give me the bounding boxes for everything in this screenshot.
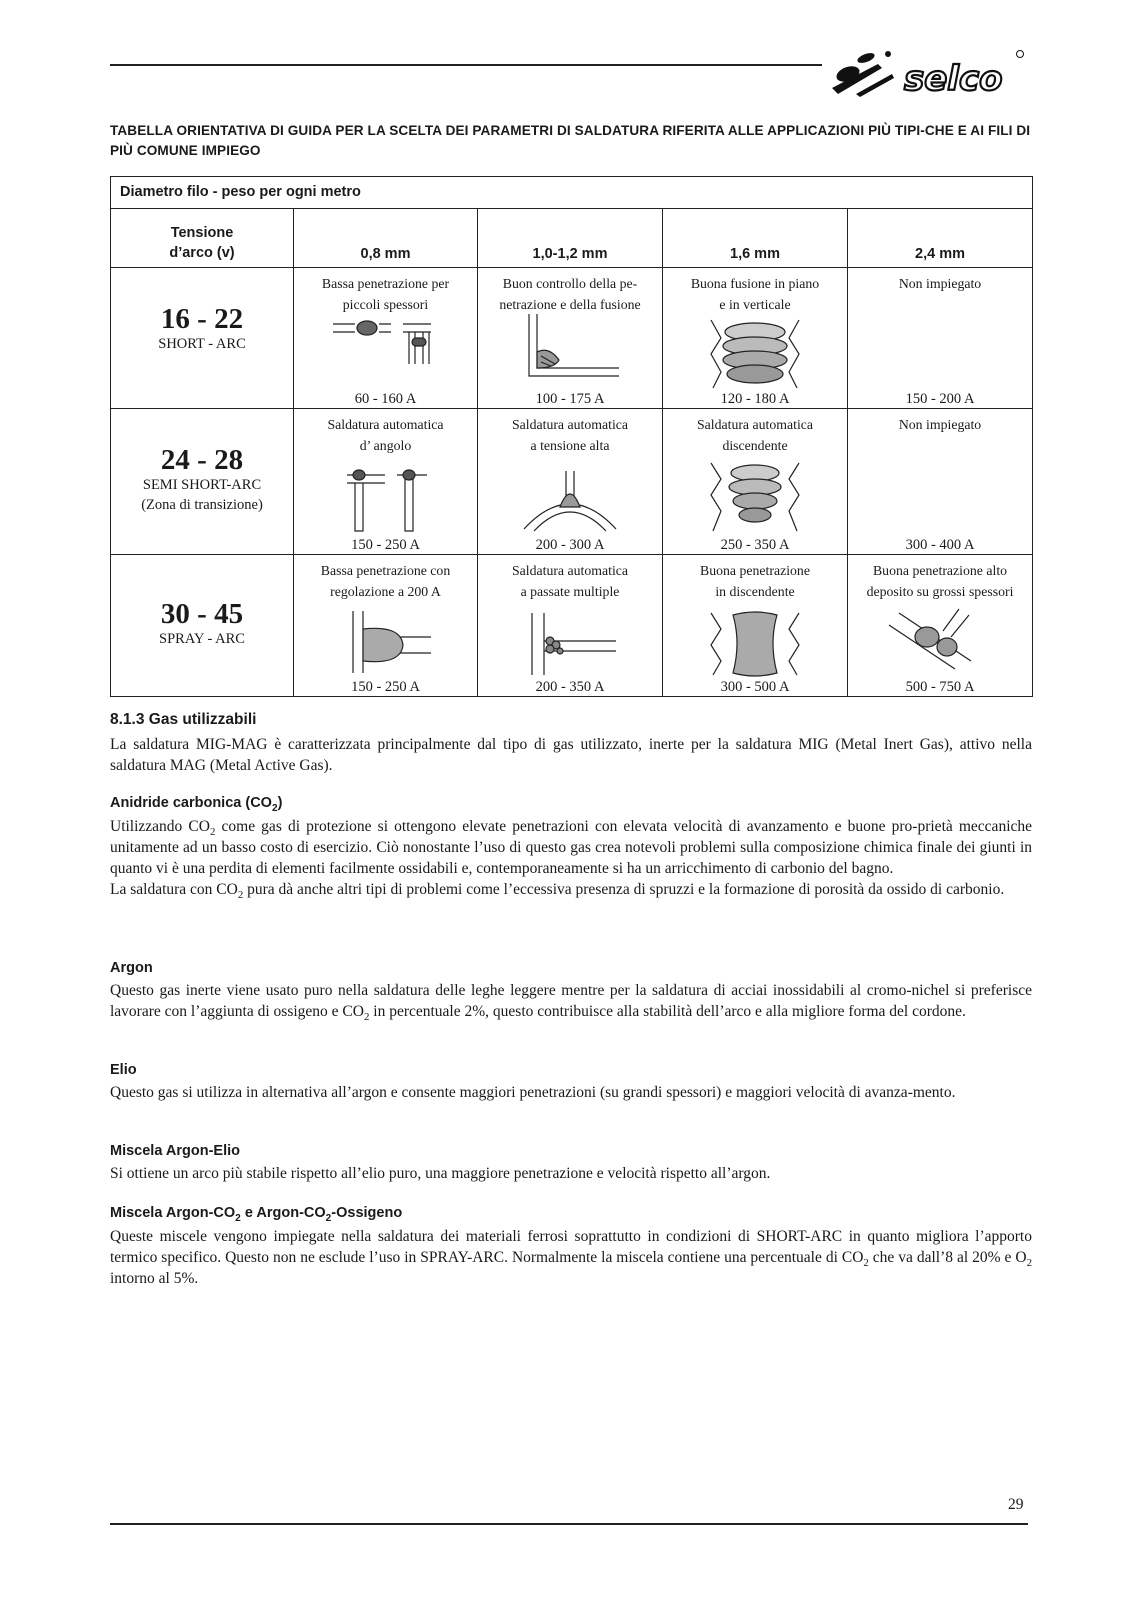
multipass-fillet-icon <box>520 611 620 677</box>
fillet-corner-weld-icon <box>515 312 625 384</box>
co2-title: Anidride carbonica $(CO_2)$ <box>110 795 283 814</box>
elio-paragraph: Questo gas si utilizza in alternativa all’argon e consente maggiori penetrazioni (su grandi spessori) e maggiori velocità di avanza-mento. <box>110 1084 956 1101</box>
arc-mode-note: (Zona di transizione) <box>141 497 263 513</box>
current-range: 300 - 500 A <box>720 679 790 695</box>
welding-parameters-table <box>110 176 1033 697</box>
selco-logo-icon <box>826 44 1026 100</box>
table-cell: Saldatura automatica a tensione alta 200 - 300 A <box>478 409 663 555</box>
section-title: 8.1.3 Gas utilizzabili <box>110 711 257 728</box>
table-cell: Buona fusione in piano e in verticale 120 - 180 A <box>663 268 848 409</box>
table-cell: Saldatura automatica discendente 250 - 350 A <box>663 409 848 555</box>
current-range: 250 - 350 A <box>720 537 790 553</box>
argon-co2-paragraph: Queste miscele vengono impiegate nella saldatura dei materiali ferrosi soprattutto in condizioni di SHORT-ARC in quanto migliora l’apporto termico specifico. Questo non ne esclude l’uso in SPRAY-ARC. Normalmente la miscela contiene una percentuale di $CO_2$ che va dall’8 al 20% e $O_2$ intorno al 5%. <box>110 1228 1032 1287</box>
current-range: 300 - 400 A <box>905 537 975 553</box>
table-cell: Saldatura automatica d’ angolo 150 - 250 A <box>294 409 478 555</box>
table-cell: Bassa penetrazione per piccoli spessori 60 - 160 A <box>294 268 478 409</box>
voltage-range: 24 - 28 <box>160 444 244 476</box>
downhill-weld-icon <box>705 461 805 533</box>
table-cell: Non impiegato 150 - 200 A <box>848 268 1033 409</box>
current-range: 120 - 180 A <box>720 391 790 407</box>
column-header: 1,6 mm <box>730 246 780 262</box>
current-range: 500 - 750 A <box>905 679 975 695</box>
voltage-cell <box>111 555 294 697</box>
argon-elio-title: Miscela Argon-Elio <box>110 1143 240 1159</box>
current-range: 200 - 300 A <box>535 537 605 553</box>
tension-header-line-1: Tensione <box>170 225 234 241</box>
table-cell: Buona penetrazione in discendente 300 - 500 A <box>663 555 848 697</box>
argon-elio-paragraph: Si ottiene un arco più stabile rispetto all’elio puro, una maggiore penetrazione e velocità rispetto all’argon. <box>110 1165 771 1182</box>
arc-mode: SHORT - ARC <box>158 336 246 352</box>
header-rule <box>110 64 822 66</box>
table-cell: Non impiegato 300 - 400 A <box>848 409 1033 555</box>
voltage-cell <box>111 268 294 409</box>
voltage-range: 30 - 45 <box>160 598 244 630</box>
tee-weld-icon <box>331 609 441 675</box>
co2-paragraph: Utilizzando $CO_2$ come gas di protezione si ottengono elevate penetrazioni con elevata velocità di avanzamento e buone pro-prietà meccaniche unitamente ad un basso costo di esercizio. Ciò nonostante l’uso di questo gas crea notevoli problemi sulla composizione chimica finale dei giunti in quanto vi è una perdita di elementi facilmente ossidabili e, contemporaneamente si ha un arricchimento di carbonio del bagno. La saldatura con $CO_2$ pura dà anche altri tipi di problemi come l’eccessiva presenza di spruzzi e la formazione di porosità da ossido di carbonio. <box>110 818 1033 901</box>
logo-text: selco <box>904 59 1003 99</box>
column-header: 0,8 mm <box>360 246 411 262</box>
section-intro: La saldatura MIG-MAG è caratterizzata principalmente dal tipo di gas utilizzato, inerte per la saldatura MIG (Metal Inert Gas), attivo nella saldatura MAG (Metal Active Gas). <box>110 736 1032 774</box>
deep-butt-weld-icon <box>705 611 805 677</box>
table-cell: Saldatura automatica a passate multiple 200 - 350 A <box>478 555 663 697</box>
table-cell: Buon controllo della pe- netrazione e della fusione 100 - 175 A <box>478 268 663 409</box>
elio-title: Elio <box>110 1062 137 1078</box>
current-range: 200 - 350 A <box>535 679 605 695</box>
current-range: 150 - 200 A <box>905 391 975 407</box>
page-number: 29 <box>1008 1496 1024 1513</box>
arc-mode: SEMI SHORT-ARC <box>142 477 262 493</box>
tension-header-line-2: d’arco (v) <box>169 245 235 261</box>
footer-rule <box>110 1523 1028 1525</box>
voltage-cell <box>111 409 294 555</box>
voltage-range: 16 - 22 <box>160 303 244 335</box>
edge-weld-icon <box>341 465 431 535</box>
multipass-butt-weld-icon <box>705 318 805 390</box>
angled-thick-weld-icon <box>885 607 995 673</box>
table-cell: Buona penetrazione alto deposito su grossi spessori 500 - 750 A <box>848 555 1033 697</box>
arc-mode: SPRAY - ARC <box>159 631 245 647</box>
current-range: 150 - 250 A <box>351 537 420 553</box>
table-heading: TABELLA ORIENTATIVA DI GUIDA PER LA SCELTA DEI PARAMETRI DI SALDATURA RIFERITA ALLE APPLICAZIONI PIÙ TIPI-CHE E AI FILI DI PIÙ COMUNE IMPIEGO <box>110 123 1031 158</box>
pipe-weld-icon <box>520 465 620 535</box>
argon-title: Argon <box>110 960 153 976</box>
column-header: 1,0-1,2 mm <box>532 246 608 262</box>
current-range: 150 - 250 A <box>351 679 420 695</box>
argon-paragraph: Questo gas inerte viene usato puro nella saldatura delle leghe leggere mentre per la saldatura di acciai inossidabili al cromo-nichel si preferisce lavorare con l’aggiunta di ossigeno e $CO_2$ in percentuale 2%, questo contribuisce alla stabilità dell’arco e alla migliore forma del cordone. <box>110 982 1032 1023</box>
table-cell: Bassa penetrazione con regolazione a 200 A 150 - 250 A <box>294 555 478 697</box>
table-title: Diametro filo - peso per ogni metro <box>111 177 1033 209</box>
thin-plates-weld-icon <box>331 316 441 378</box>
tension-header <box>111 209 294 268</box>
current-range: 60 - 160 A <box>354 391 417 407</box>
argon-co2-title: Miscela Argon-$CO_2$ e Argon-$CO_2$-Ossigeno <box>110 1205 403 1224</box>
column-header: 2,4 mm <box>915 246 965 262</box>
current-range: 100 - 175 A <box>535 391 605 407</box>
